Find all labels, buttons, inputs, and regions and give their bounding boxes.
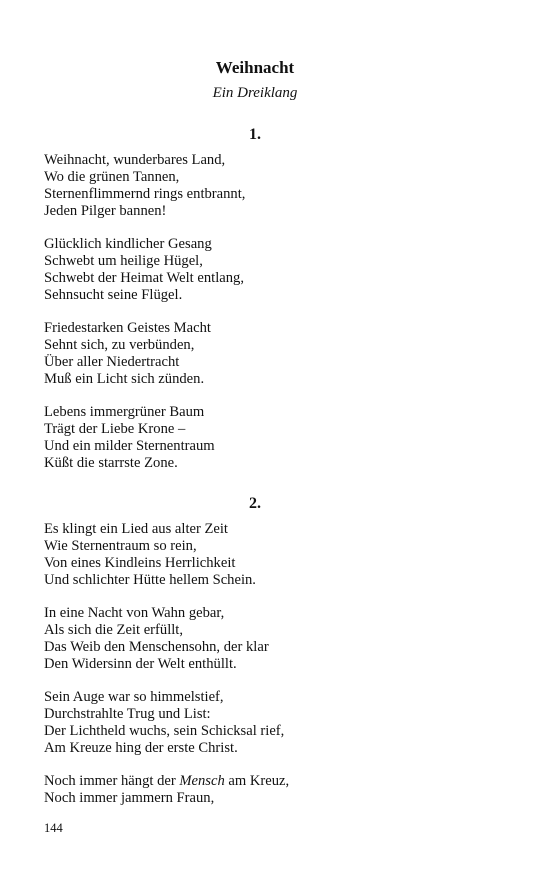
poem-subtitle: Ein Dreiklang xyxy=(212,85,298,101)
poem-title: Weihnacht xyxy=(215,58,295,77)
stanza xyxy=(44,152,245,220)
stanza xyxy=(44,236,244,304)
verse-line: In eine Nacht von Wahn gebar, xyxy=(44,605,225,621)
stanza xyxy=(44,320,211,388)
verse-line: Sternenflimmernd rings entbrannt, xyxy=(44,186,246,202)
verse-line: Das Weib den Menschensohn, der klar xyxy=(44,639,269,655)
verse-text: Noch immer hängt der xyxy=(44,773,180,789)
verse-line: Wie Sternentraum so rein, xyxy=(44,538,197,554)
verse-line: Am Kreuze hing der erste Christ. xyxy=(44,740,238,756)
page-number: 144 xyxy=(44,821,63,835)
verse-line: Und ein milder Sternentraum xyxy=(44,438,215,454)
verse-line: Noch immer jammern Fraun, xyxy=(44,790,215,806)
verse-line: Durchstrahlte Trug und List: xyxy=(44,706,211,722)
verse-line-emphasis xyxy=(44,773,289,790)
stanza xyxy=(44,605,269,673)
verse-line: Es klingt ein Lied aus alter Zeit xyxy=(44,521,228,537)
section-number: 2. xyxy=(249,495,261,512)
verse-line: Weihnacht, wunderbares Land, xyxy=(44,152,226,168)
stanza xyxy=(44,773,289,807)
verse-line: Von eines Kindleins Herrlichkeit xyxy=(44,555,236,571)
verse-line: Sehnsucht seine Flügel. xyxy=(44,287,183,303)
stanza xyxy=(44,404,215,472)
verse-line: Jeden Pilger bannen! xyxy=(44,203,167,219)
verse-line: Muß ein Licht sich zünden. xyxy=(44,371,205,387)
stanza xyxy=(44,689,284,757)
verse-line: Lebens immergrüner Baum xyxy=(44,404,205,420)
verse-line: Friedestarken Geistes Macht xyxy=(44,320,211,336)
emphasized-word: Mensch xyxy=(179,773,225,789)
verse-line: Trägt der Liebe Krone – xyxy=(44,421,186,437)
verse-line: Küßt die starrste Zone. xyxy=(44,455,178,471)
stanza xyxy=(44,521,256,589)
verse-line: Sehnt sich, zu verbünden, xyxy=(44,337,195,353)
verse-line: Sein Auge war so himmelstief, xyxy=(44,689,224,705)
verse-line: Glücklich kindlicher Gesang xyxy=(44,236,212,252)
verse-line: Und schlichter Hütte hellem Schein. xyxy=(44,572,256,588)
verse-text: am Kreuz, xyxy=(224,773,290,789)
verse-line: Wo die grünen Tannen, xyxy=(44,169,180,185)
verse-line: Den Widersinn der Welt enthüllt. xyxy=(44,656,237,672)
verse-line: Der Lichtheld wuchs, sein Schicksal rief, xyxy=(44,723,285,739)
verse-line: Als sich die Zeit erfüllt, xyxy=(44,622,184,638)
section-number: 1. xyxy=(249,126,261,143)
verse-line: Schwebt um heilige Hügel, xyxy=(44,253,203,269)
verse-line: Über aller Niedertracht xyxy=(44,354,180,370)
verse-line: Schwebt der Heimat Welt entlang, xyxy=(44,270,244,286)
